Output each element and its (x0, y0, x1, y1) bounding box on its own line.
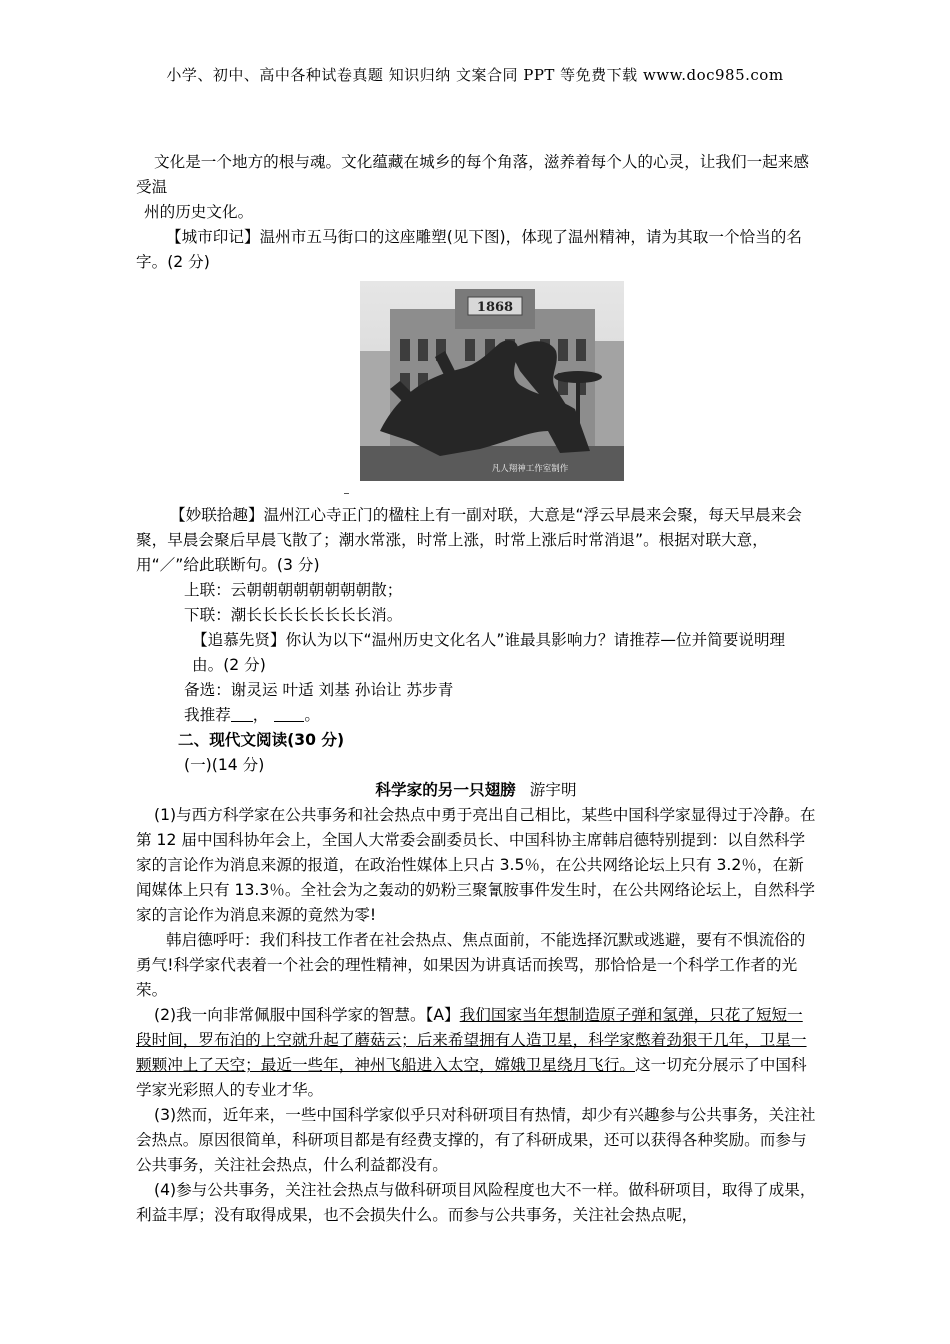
dash-mark (344, 493, 349, 494)
sculpture-photo (360, 281, 624, 481)
recommend-line (136, 703, 816, 728)
paragraph-2-lead: (2)我一向非常佩服中国科学家的智慧。【A】 (154, 1006, 460, 1024)
sages-options: 备选：谢灵运 叶适 刘基 孙诒让 苏步青 (184, 681, 454, 699)
article-paragraph-2 (136, 1003, 816, 1103)
recommend-sep: ， (252, 706, 269, 724)
building-year-sign: 1868 (476, 300, 514, 315)
photo-watermark: 凡人翔神工作室制作 (491, 464, 569, 474)
paragraph-2-tail: 这一切充分展示了中国科学家光彩照人的专业才华。 (136, 1056, 807, 1099)
couplet-upper: 上联：云朝朝朝朝朝朝朝朝散； (184, 581, 403, 599)
recommend-blank-1[interactable] (231, 706, 253, 722)
article-author: 游宇明 (529, 781, 577, 799)
section-subheading: (一)(14 分) (184, 756, 265, 774)
article-paragraph-3: (3)然而，近年来，一些中国科学家似乎只对科研项目有热情，却少有兴趣参与公共事务，关注社会热点。原因很简单，科研项目都是有经费支撑的，有了科研成果，还可以获得各种奖励。而参与公共事务，关注社会热点，什么利益都没有。 (136, 1106, 816, 1174)
section-heading: 二、现代文阅读(30 分) (178, 731, 345, 749)
couplet-lower: 下联：潮长长长长长长长长消。 (184, 606, 403, 624)
article-title: 科学家的另一只翅膀 (375, 781, 516, 799)
article-paragraph-1b: 韩启德呼吁：我们科技工作者在社会热点、焦点面前，不能选择沉默或逃避，要有不惧流俗的勇气!科学家代表着一个社会的理性精神，如果因为讲真话而挨骂，那恰恰是一个科学工作者的光荣。 (136, 931, 806, 999)
page-header: 小学、初中、高中各种试卷真题 知识归纳 文案合同 PPT 等免费下载 www.doc985.com (166, 66, 784, 84)
question-couplet: 【妙联拾趣】温州江心寺正门的楹柱上有一副对联，大意是“浮云早晨来会聚，每天早晨来会聚，早晨会聚后早晨飞散了；潮水常涨，时常上涨，时常上涨后时常消退”。根据对联大意，用“／”给此联断句。(3 分) (136, 506, 802, 574)
intro-line-2: 州的历史文化。 (144, 203, 254, 221)
sculpture-photo-area (136, 281, 816, 499)
document-body (136, 150, 816, 1228)
question-sages-first-line (136, 628, 816, 678)
intro-line-1: 文化是一个地方的根与魂。文化蕴藏在城乡的每个角落，滋养着每个人的心灵，让我们一起来感受温 (136, 153, 809, 196)
recommend-end: 。 (304, 706, 321, 724)
article-paragraph-4: (4)参与公共事务，关注社会热点与做科研项目风险程度也大不一样。做科研项目，取得了成果，利益丰厚；没有取得成果，也不会损失什么。而参与公共事务，关注社会热点呢， (136, 1181, 816, 1224)
question-sages: 【追慕先贤】你认为以下“温州历史文化名人”谁最具影响力？请推荐—位并简要说明理由。(2 分) (192, 631, 786, 674)
recommend-blank-2[interactable] (274, 706, 304, 722)
question-city-imprint: 【城市印记】温州市五马街口的这座雕塑(见下图)，体现了温州精神，请为其取一个恰当的名字。(2 分) (136, 228, 802, 271)
article-title-line (136, 778, 816, 803)
article-paragraph-1: (1)与西方科学家在公共事务和社会热点中勇于亮出自己相比，某些中国科学家显得过于冷静。在第 12 届中国科协年会上，全国人大常委会副委员长、中国科协主席韩启德特别提到：以自然科学家的言论作为消息来源的报道，在政治性媒体上只占 3.5％，在公共网络论坛上只有 3.2％，在新闻媒体上只有 13.3％。全社会为之轰动的奶粉三聚氰胺事件发生时，在公共网络论坛上，自然科学家的言论作为消息来源的竟然为零! (136, 806, 816, 924)
paragraph-2-underlined: 我们国家当年想制造原子弹和氢弹，只花了短短一段时间，罗布泊的上空就升起了蘑菇云；后来希望拥有人造卫星，科学家憋着劲狠干几年，卫星一颗颗冲上了天空；最近一些年，神州飞船进入太空，嫦娥卫星绕月飞行。 (136, 1006, 807, 1074)
recommend-prefix: 我推荐 (184, 706, 231, 724)
